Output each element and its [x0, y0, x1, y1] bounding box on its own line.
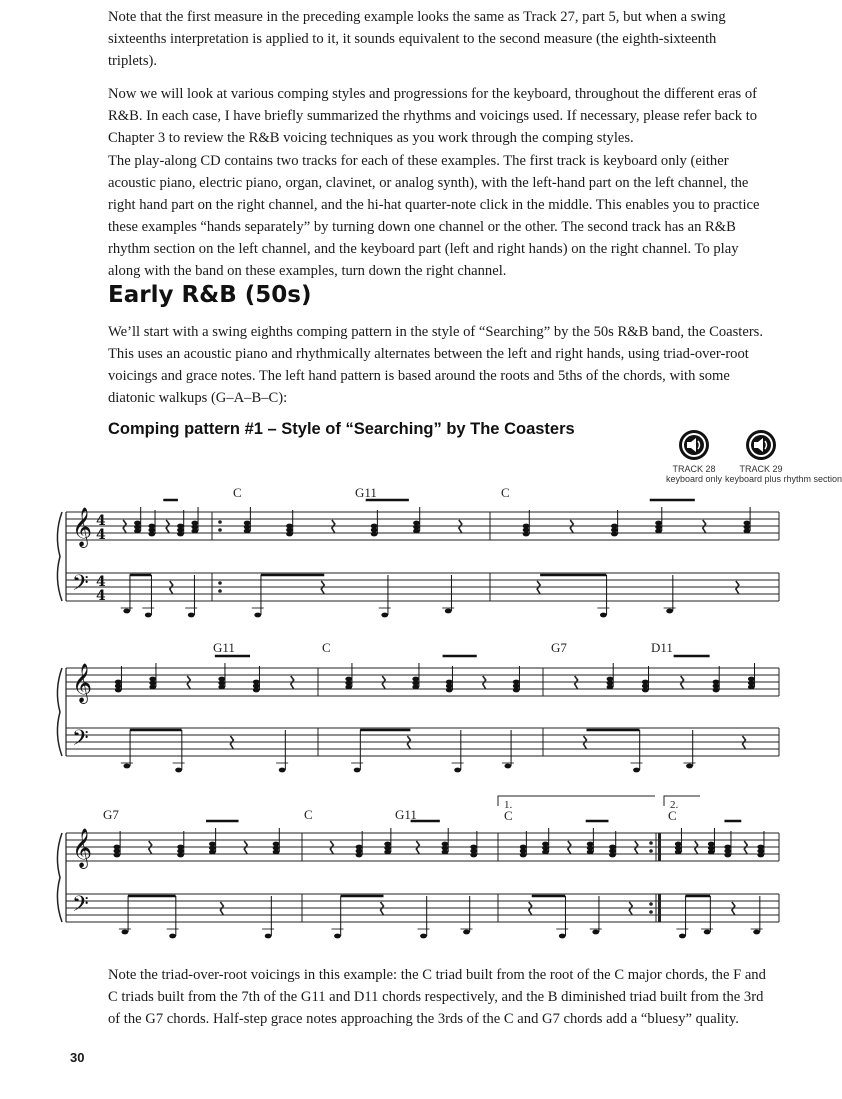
intro-paragraph: Note that the first measure in the preceding example looks the same as Track 27, part 5, but when a swing sixteenths interpretation is applied to it, it sounds equivalent to the second measure (the eighth-sixteenth triplets). [108, 9, 726, 69]
quarter-rest [629, 902, 632, 915]
chord-notehead [412, 685, 419, 690]
quarter-rest [575, 676, 578, 689]
bass-notehead [686, 764, 693, 769]
bass-notehead [679, 934, 686, 939]
repeat-dot [649, 849, 653, 853]
bass-notehead [445, 609, 452, 614]
thick-barline [658, 894, 661, 922]
bass-notehead [254, 613, 261, 618]
chord-symbol: C [304, 807, 313, 822]
speaker-icon [679, 430, 709, 460]
repeat-dot [649, 910, 653, 914]
chord-notehead [149, 685, 156, 690]
chord-notehead [724, 853, 731, 858]
bass-notehead [169, 934, 176, 939]
chord-symbol: G11 [395, 807, 417, 822]
chord-notehead [191, 529, 198, 534]
bass-notehead [633, 768, 640, 773]
quarter-rest [170, 581, 173, 594]
bass-notehead [334, 934, 341, 939]
chord-notehead [134, 529, 141, 534]
quarter-rest [321, 581, 324, 594]
chord-symbol: C [233, 485, 242, 500]
track-desc: keyboard only [665, 474, 723, 484]
thick-barline [658, 833, 661, 861]
quarter-rest [695, 841, 698, 854]
bass-notehead [175, 768, 182, 773]
quarter-rest [570, 520, 573, 533]
chord-notehead [218, 685, 225, 690]
quarter-rest [382, 676, 385, 689]
chord-symbol: C [322, 640, 331, 655]
comping-overview-paragraph: Now we will look at various comping styles and progressions for the keyboard, throughout the different eras of R&B. In each case, I have briefly summarized the rhythms and voicings used. If necessary, please refer back to Chapter 3 to review the R&B voicing techniques as you work through the comping styles. [108, 86, 758, 146]
time-signature: 4 [96, 574, 106, 590]
music-score [0, 470, 842, 960]
chord-notehead [713, 688, 720, 693]
chord-notehead [587, 850, 594, 855]
chord-notehead [708, 850, 715, 855]
bass-notehead [463, 930, 470, 935]
bass-notehead [704, 930, 711, 935]
chord-notehead [609, 853, 616, 858]
analysis-paragraph: Note the triad-over-root voicings in this example: the C triad built from the root of the C major chords, the F and C triads built from the 7th of the G11 and D11 chords respectively, and the B diminished triad built from the 3rd of the G7 chords. Half-step grace notes approaching the 3rds of the C and G7 chords add a “bluesy” quality. [108, 967, 766, 1027]
chord-notehead [115, 688, 122, 693]
quarter-rest [123, 520, 126, 533]
quarter-rest [744, 841, 747, 854]
quarter-rest [703, 520, 706, 533]
treble-clef: 𝄞 [72, 507, 93, 547]
chord-notehead [442, 850, 449, 855]
bass-notehead [753, 930, 760, 935]
quarter-rest [166, 520, 169, 533]
repeat-dot [649, 902, 653, 906]
repeat-dot [218, 520, 222, 524]
bass-clef: 𝄢 [72, 892, 89, 922]
chord-notehead [607, 685, 614, 690]
chord-notehead [286, 532, 293, 537]
bass-clef: 𝄢 [72, 726, 89, 756]
treble-clef: 𝄞 [72, 828, 93, 868]
chord-symbol: G11 [355, 485, 377, 500]
brace [57, 668, 62, 756]
quarter-rest [149, 841, 152, 854]
chord-notehead [655, 529, 662, 534]
chord-notehead [209, 850, 216, 855]
chord-notehead [744, 529, 751, 534]
quarter-rest [681, 676, 684, 689]
chord-notehead [675, 850, 682, 855]
brace [57, 512, 62, 601]
chord-notehead [520, 853, 527, 858]
track-label: TRACK 29 [739, 464, 783, 474]
quarter-rest [244, 841, 247, 854]
chord-notehead [413, 529, 420, 534]
quarter-rest [483, 676, 486, 689]
time-signature: 4 [96, 588, 106, 604]
repeat-dot [218, 528, 222, 532]
chord-notehead [114, 853, 121, 858]
quarter-rest [584, 736, 587, 749]
quarter-rest [187, 676, 190, 689]
chord-notehead [148, 532, 155, 537]
bass-notehead [279, 768, 286, 773]
bass-notehead [121, 930, 128, 935]
quarter-rest [732, 902, 735, 915]
bass-notehead [454, 768, 461, 773]
chord-symbol: G7 [103, 807, 119, 822]
chord-notehead [177, 853, 184, 858]
repeat-dot [649, 841, 653, 845]
bass-notehead [381, 613, 388, 618]
chord-notehead [446, 688, 453, 693]
quarter-rest [230, 736, 233, 749]
bass-notehead [600, 613, 607, 618]
chord-notehead [253, 688, 260, 693]
example-title: Comping pattern #1 – Style of “Searching” by The Coasters [108, 420, 575, 438]
bass-notehead [504, 764, 511, 769]
track-desc: keyboard plus rhythm section [725, 474, 842, 484]
chord-notehead [177, 532, 184, 537]
staff-systems [57, 507, 779, 922]
quarter-rest [291, 676, 294, 689]
bass-notehead [145, 613, 152, 618]
chord-symbol: C [668, 808, 677, 823]
quarter-rest [330, 841, 333, 854]
quarter-rest [635, 841, 638, 854]
quarter-rest [416, 841, 419, 854]
chord-notehead [356, 853, 363, 858]
chord-notehead [371, 532, 378, 537]
chord-notehead [611, 532, 618, 537]
chord-symbol: G11 [213, 640, 235, 655]
chord-notehead [273, 850, 280, 855]
chord-notehead [345, 685, 352, 690]
chord-notehead [523, 532, 530, 537]
section-title: Early R&B (50s) [108, 282, 312, 308]
quarter-rest [407, 736, 410, 749]
bass-notehead [559, 934, 566, 939]
time-signature: 4 [96, 527, 106, 543]
chord-symbol: D11 [651, 640, 673, 655]
first-ending-bracket [498, 796, 655, 806]
bass-notehead [666, 609, 673, 614]
chord-symbol: C [501, 485, 510, 500]
quarter-rest [220, 902, 223, 915]
chord-notehead [748, 685, 755, 690]
first-ending-label: 1. [504, 799, 513, 811]
chord-symbol: C [504, 808, 513, 823]
quarter-rest [743, 736, 746, 749]
quarter-rest [537, 581, 540, 594]
bass-notehead [420, 934, 427, 939]
bass-notehead [354, 768, 361, 773]
page-number: 30 [70, 1050, 85, 1065]
quarter-rest [332, 520, 335, 533]
chord-notehead [757, 853, 764, 858]
repeat-dot [218, 581, 222, 585]
section-intro-paragraph: We’ll start with a swing eighths comping pattern in the style of “Searching” by the 50s R&B band, the Coasters. This uses an acoustic piano and rhythmically alternates between the left and right hands, using triad-over-root voicings and grace notes. The left hand pattern is based around the roots and 5ths of the chords, with some diatonic walkups (G–A–B–C): [108, 324, 764, 406]
treble-clef: 𝄞 [72, 663, 93, 703]
bass-notehead [123, 609, 130, 614]
bass-notehead [123, 764, 130, 769]
chord-notehead [513, 688, 520, 693]
chord-notehead [384, 850, 391, 855]
time-signature: 4 [96, 513, 106, 529]
bass-clef: 𝄢 [72, 571, 89, 601]
bass-notehead [188, 613, 195, 618]
quarter-rest [736, 581, 739, 594]
second-ending-label: 2. [670, 799, 679, 811]
chord-symbol: G7 [551, 640, 567, 655]
chord-notehead [642, 688, 649, 693]
track-label: TRACK 28 [672, 464, 716, 474]
chord-notehead [470, 853, 477, 858]
quarter-rest [381, 902, 384, 915]
speaker-icon [746, 430, 776, 460]
chord-notehead [244, 529, 251, 534]
quarter-rest [568, 841, 571, 854]
brace [57, 833, 62, 922]
quarter-rest [529, 902, 532, 915]
bass-notehead [592, 930, 599, 935]
bass-notehead [265, 934, 272, 939]
notation-marks [114, 500, 765, 938]
chord-notehead [542, 850, 549, 855]
play-along-paragraph: The play-along CD contains two tracks for each of these examples. The first track is keyboard only (either acoustic piano, electric piano, organ, clavinet, or analog synth), with the left-hand part on the left channel, the right hand part on the right channel, and the hi-hat quarter-note click in the middle. This enables you to practice these examples “hands separately” by turning down one channel or the other. The second track has an R&B rhythm section on the left channel, and the keyboard part (left and right hands) on the right channel. To play along with the band on these examples, turn down the right channel. [108, 153, 760, 279]
quarter-rest [459, 520, 462, 533]
repeat-dot [218, 589, 222, 593]
